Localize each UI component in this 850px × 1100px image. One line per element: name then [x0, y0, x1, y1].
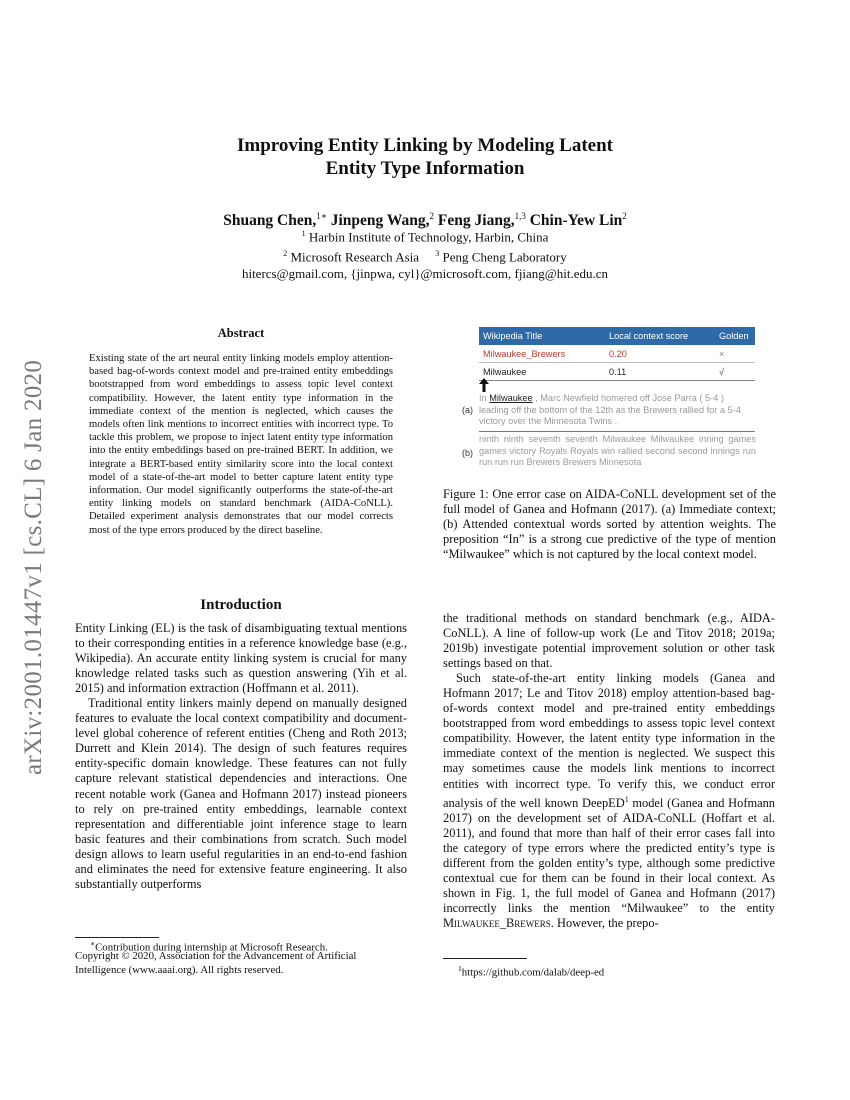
- cell-title: Milwaukee_Brewers: [479, 345, 605, 363]
- table-row: [479, 363, 755, 381]
- figure-immediate-context: [479, 393, 756, 428]
- footnote-mark: ∗: [90, 939, 96, 948]
- author-affil-mark: 1,3: [514, 211, 526, 221]
- author-name: Jinpeng Wang,: [330, 212, 430, 230]
- affiliation-harbin: Harbin Institute of Technology, Harbin, China: [308, 229, 549, 245]
- affiliation-msra: Microsoft Research Asia: [290, 249, 420, 265]
- affil-mark: 3: [435, 248, 440, 258]
- copyright-notice: Copyright © 2020, Association for the Advancement of Artificial Intelligence (www.aaai.org). All rights reserved.: [75, 950, 357, 976]
- table-header-row: [479, 327, 755, 345]
- abstract-text: Existing state of the art neural entity linking models employ attention-based bag-of-words context model and pre-trained entity embeddings bootstrapped from word embeddings to assess topic level context compatibility. However, the latent entity type information in the immediate context of the mention is neglected, which causes the models often link mentions to incorrect entities with incorrect type. To tackle this problem, we propose to inject latent entity type information into the entity embeddings based on pre-trained BERT. In addition, we integrate a BERT-based entity similarity score into the local context model of a state-of-the-art model to better capture latent entity type information. Our model significantly outperforms the state-of-the-art entity linking models on standard benchmark (AIDA-CoNLL). Detailed experiment analysis demonstrates that our model corrects most of the type errors produced by the direct baseline.: [89, 353, 393, 536]
- author-affil-mark: 1∗: [316, 211, 327, 221]
- figure-label-b: (b): [462, 448, 473, 458]
- cell-title: Milwaukee: [479, 363, 605, 381]
- footnote-right: [458, 962, 778, 980]
- author-affil-mark: 2: [622, 211, 627, 221]
- author-name: Feng Jiang,: [437, 212, 515, 230]
- cell-score: 0.11: [605, 363, 715, 381]
- author-name: Chin-Yew Lin: [529, 212, 623, 230]
- affiliation-pengcheng: Peng Cheng Laboratory: [442, 249, 567, 265]
- title-line-1: Improving Entity Linking by Modeling Latent: [236, 135, 614, 156]
- intro-paragraph-2-continued: the traditional methods on standard benchmark (e.g., AIDA-CoNLL). A line of follow-up work (Le and Titov 2018; 2019a; 2019b) investigate potential improvement solution or other task settings based on that.: [443, 611, 775, 671]
- context-text: , Marc Newfield homered off Jose Parra ( 5-4 ) leading off the bottom of the 12th as the Brewers rallied for a 5-4 victory over the Minnesota Twins .: [479, 393, 741, 427]
- footnote-mark: 1: [458, 964, 462, 973]
- figure-label-a: (a): [462, 405, 473, 415]
- figure-score-table: [479, 327, 755, 381]
- intro-p3-text: Such state-of-the-art entity linking models (Ganea and Hofmann 2017; Le and Titov 2018) employ attention-based bag-of-words context model and pre-trained entity embeddings bootstrapped from word embeddings to assess topic level context compatibility. However, the latent entity type information in the immediate context of the mention is neglected. We suspect this may sometimes cause the models link mentions to incorrect entities with incorrect type. To verify this, we conduct error analysis of the well known DeepED: [443, 671, 775, 810]
- footnote-url: https://github.com/dalab/deep-ed: [461, 966, 605, 979]
- cell-score: 0.20: [605, 345, 715, 363]
- intro-p3-text: . However, the prepo-: [550, 916, 659, 931]
- author-affil-mark: 2: [429, 211, 435, 221]
- abstract-heading: Abstract: [217, 326, 265, 340]
- arrow-up-icon: [479, 378, 489, 392]
- figure-divider: [479, 431, 755, 432]
- intro-paragraph-3: [443, 671, 775, 931]
- entity-name: Milwaukee_Brewers: [443, 916, 551, 931]
- figure-caption: Figure 1: One error case on AIDA-CoNLL development set of the full model of Ganea and Hofmann (2017). (a) Immediate context; (b) Attended contextual words sorted by attention weights. The preposition “In” is a strong cue predictive of the type of mention “Milwaukee” which is not captured by the local context model.: [443, 487, 776, 562]
- footnote-ref: 1: [624, 794, 629, 804]
- paper-title: [150, 134, 700, 180]
- figure-attended-words: ninth ninth seventh seventh Milwaukee Milwaukee inning games games victory Royals Royals win rallied second second innings run run run run Brewers Brewers Minnesota: [479, 434, 756, 468]
- footnote-left-text: Contribution during internship at Microsoft Research.: [95, 941, 328, 954]
- intro-paragraph-1: Entity Linking (EL) is the task of disambiguating textual mentions to their corresponding entities in a reference knowledge base (e.g., Wikipedia). An accurate entity linking system is crucial for many knowledge related tasks such as question answering (Yih et al. 2015) and information extraction (Hoffmann et al. 2011).: [75, 621, 407, 696]
- intro-p3-text: model (Ganea and Hofmann 2017) on the development set of AIDA-CoNLL (Hoffart et al. 2011), and found that more than half of their error cases fall into the category of type errors where the predicted entity’s type is different from the golden entity’s type, although some predictive contextual cue for them can be found in their local context. As shown in Fig. 1, the full model of Ganea and Hofmann (2017) incorrectly links the mention “Milwaukee” to the entity: [443, 795, 775, 916]
- table-row: [479, 345, 755, 363]
- col-header-golden: Golden: [715, 327, 755, 345]
- author-name: Shuang Chen,: [223, 212, 317, 230]
- context-text: In: [479, 393, 490, 403]
- affiliations: [100, 226, 750, 282]
- cell-golden: ×: [715, 345, 755, 363]
- mention-milwaukee: Milwaukee: [489, 393, 533, 403]
- author-emails: hitercs@gmail.com, {jinpwa, cyl}@microsoft.com, fjiang@hit.edu.cn: [241, 265, 609, 281]
- left-column: [75, 621, 407, 892]
- cell-golden: √: [715, 363, 755, 381]
- col-header-title: Wikipedia Title: [479, 327, 605, 345]
- right-column: [443, 611, 775, 931]
- introduction-heading: Introduction: [200, 597, 282, 613]
- affil-mark: 1: [301, 229, 306, 238]
- col-header-score: Local context score: [605, 327, 715, 345]
- affil-mark: 2: [283, 248, 288, 258]
- affiliation-line-2: [100, 246, 750, 266]
- title-line-2: Entity Type Information: [325, 158, 525, 179]
- footnote-rule-right: [443, 958, 527, 959]
- arxiv-stamp: arXiv:2001.01447v1 [cs.CL] 6 Jan 2020: [20, 359, 47, 775]
- intro-paragraph-2: Traditional entity linkers mainly depend on manually designed features to evaluate the local context compatibility and document-level global coherence of referent entities (Cheng and Roth 2013; Durrett and Klein 2014). The design of such features requires entity-specific domain knowledge. These features can not fully capture relevant statistical dependencies and interactions. One recent notable work (Ganea and Hofmann 2017) instead pioneers to rely on pre-trained entity embeddings, learnable context representation and differentiable joint inference stage to learn basic features and their combinations from scratch. Such model design allows to learn useful regularities in an end-to-end fashion and eliminates the need for extensive feature engineering. It also substantially outperforms: [75, 696, 407, 891]
- affiliation-line-1: [100, 226, 750, 246]
